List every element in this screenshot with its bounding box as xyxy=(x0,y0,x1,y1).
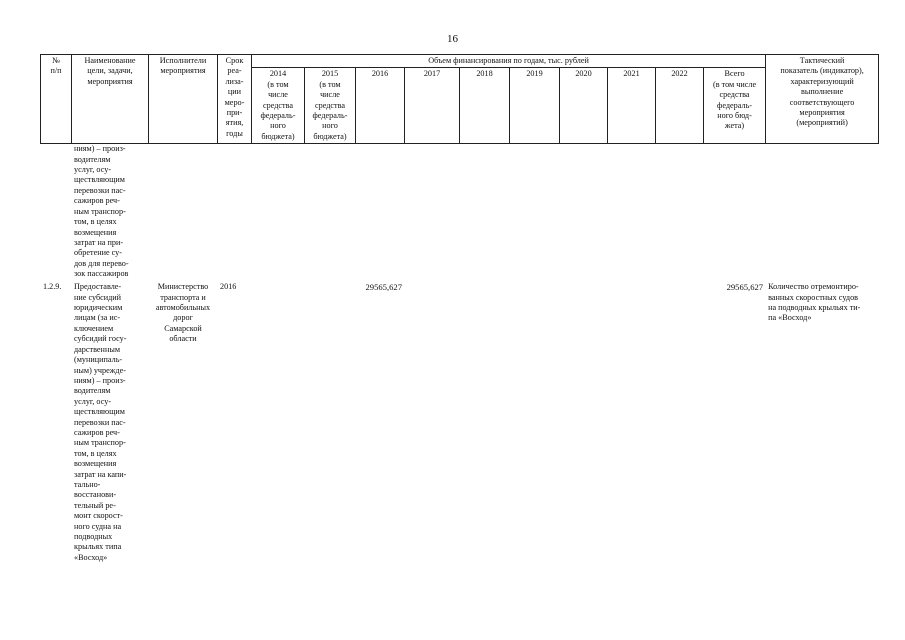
row-2018 xyxy=(460,282,510,582)
row-2022 xyxy=(656,144,704,283)
row-2015 xyxy=(305,282,356,582)
header-year-2015: 2015 (в том числе средства федераль- ного бюджета) xyxy=(305,68,356,144)
header-year-2019: 2019 xyxy=(510,68,560,144)
header-year-2017: 2017 xyxy=(405,68,460,144)
row-indicator: Количество отремонтиро- ванных скоростных судов на подводных крыльях ти- па «Восход» xyxy=(768,282,861,323)
row-2016: 29565,627 xyxy=(365,282,402,293)
row-total: 29565,627 xyxy=(726,282,764,293)
row-2021 xyxy=(608,282,656,582)
row-2018 xyxy=(460,144,510,283)
row-2021 xyxy=(608,144,656,283)
row-2017 xyxy=(405,282,460,582)
table-row xyxy=(41,282,879,582)
row-2015 xyxy=(305,144,356,283)
row-executor: Министерство транспорта и автомобильных дорог Самарской области xyxy=(155,282,211,344)
row-number: 1.2.9. xyxy=(43,282,62,292)
header-executor: Исполнители мероприятия xyxy=(149,55,218,144)
header-year-2021: 2021 xyxy=(608,68,656,144)
header-number: № п/п xyxy=(41,55,72,144)
header-name: Наименование цели, задачи, мероприятия xyxy=(72,55,149,144)
header-year-2014: 2014 (в том числе средства федераль- ного бюджета) xyxy=(252,68,305,144)
row-2014 xyxy=(252,144,305,283)
financing-table xyxy=(40,54,879,582)
table-header xyxy=(41,55,879,144)
row-2016 xyxy=(356,144,405,283)
header-year-2018: 2018 xyxy=(460,68,510,144)
header-total: Всего (в том числе средства федераль- ного бюд- жета) xyxy=(704,68,766,144)
header-year-2020: 2020 xyxy=(560,68,608,144)
row-2019 xyxy=(510,282,560,582)
row-number xyxy=(41,144,72,283)
row-2014 xyxy=(252,282,305,582)
row-total xyxy=(704,144,766,283)
row-2019 xyxy=(510,144,560,283)
row-2020 xyxy=(560,282,608,582)
header-year-2022: 2022 xyxy=(656,68,704,144)
page-number: 16 xyxy=(447,33,458,45)
header-indicator: Тактический показатель (индикатор), характеризующий выполнение соответствующего мероприятия (мероприятий) xyxy=(766,55,879,144)
row-2017 xyxy=(405,144,460,283)
table-row xyxy=(41,144,879,283)
row-indicator xyxy=(766,144,879,283)
row-2022 xyxy=(656,282,704,582)
row-name: Предоставле- ние субсидий юридическим лицам (за ис- ключением субсидий госу- дарственным (муниципаль- ным) учрежде- ниям) – произ- водителям услуг, осу- ществляющим перевозки пас- сажиров реч- ным транспор- том, в целях возмещения затрат на капи- тально- восстанови- тельный ре- монт скорост- ного судна на подводных крыльях типа «Восход» xyxy=(74,282,127,562)
header-term: Срок реа- лиза- ции меро- при- ятия, годы xyxy=(218,55,252,144)
row-name: ниям) – произ- водителям услуг, осу- ществляющим перевозки пас- сажиров реч- ным транспор- том, в целях возмещения затрат на при- обретение су- дов для перево- зок пассажиров xyxy=(74,144,129,279)
row-2020 xyxy=(560,144,608,283)
row-term: 2016 xyxy=(220,282,237,292)
row-term xyxy=(218,144,252,283)
header-funding-title: Объем финансирования по годам, тыс. рублей xyxy=(252,55,766,68)
row-executor xyxy=(149,144,218,283)
header-year-2016: 2016 xyxy=(356,68,405,144)
